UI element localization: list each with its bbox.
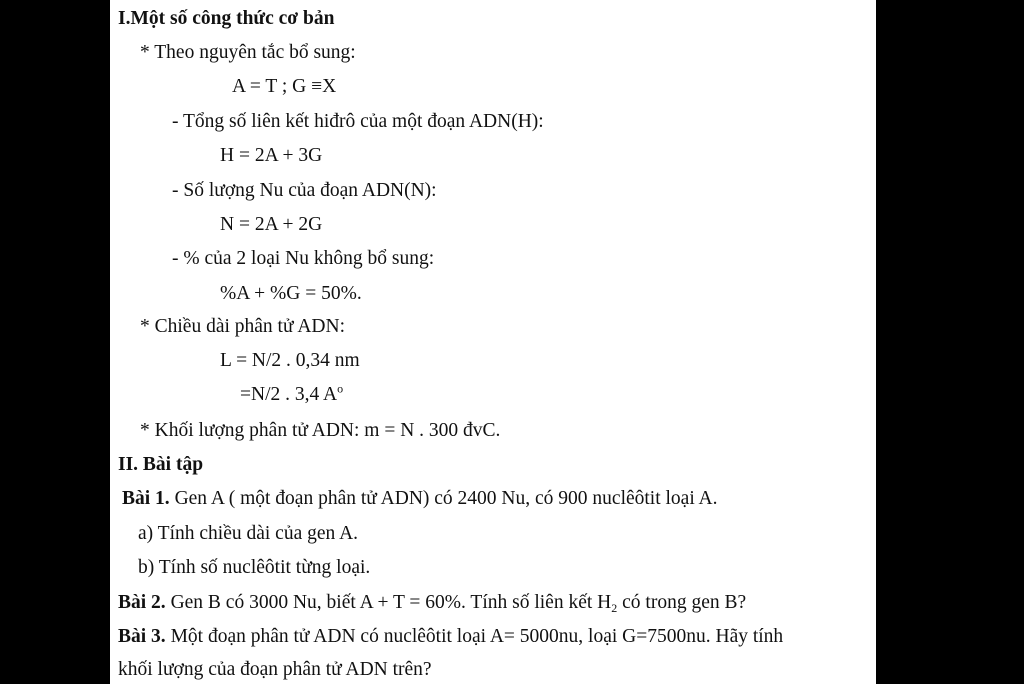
percent-formula: %A + %G = 50%. [220, 283, 362, 304]
exercise-3 [118, 625, 783, 649]
exercise-1 [122, 487, 718, 511]
exercise-2-text: Gen B có 3000 Nu, biết A + T = 60%. Tính số liên kết H [165, 592, 612, 613]
length-formula-angstrom [240, 383, 343, 407]
exercise-1-text: Gen A ( một đoạn phân tử ADN) có 2400 Nu, có 900 nuclêôtit loại A. [169, 488, 718, 509]
length-formula-angstrom-main: =N/2 . 3,4 A [240, 384, 338, 405]
exercise-1-part-b: b) Tính số nuclêôtit từng loại. [138, 557, 371, 578]
section1-heading: I.Một số công thức cơ bản [118, 8, 335, 29]
exercise-2-text-end: có trong gen B? [617, 592, 747, 613]
length-title: * Chiều dài phân tử ADN: [140, 316, 346, 337]
complementary-rule: A = T ; G ≡X [232, 76, 337, 97]
exercise-3-line-2: khối lượng của đoạn phân tử ADN trên? [118, 659, 432, 680]
exercise-3-text: Một đoạn phân tử ADN có nuclêôtit loại A= 5000nu, loại G=7500nu. Hãy tính [165, 626, 784, 647]
exercise-3-label: Bài 3. [118, 626, 166, 647]
complementary-title: * Theo nguyên tắc bổ sung: [140, 42, 356, 63]
document-page [110, 0, 876, 684]
exercise-2 [118, 591, 746, 615]
section2-heading: II. Bài tập [118, 454, 204, 475]
nucleotide-count-label: - Số lượng Nu của đoạn ADN(N): [172, 180, 437, 201]
exercise-2-label: Bài 2. [118, 592, 166, 613]
length-formula-nm: L = N/2 . 0,34 nm [220, 350, 360, 371]
hydrogen-subscript: 2 [611, 601, 618, 615]
nucleotide-count-formula: N = 2A + 2G [220, 214, 323, 235]
percent-label: - % của 2 loại Nu không bổ sung: [172, 248, 435, 269]
angstrom-degree-superscript: o [337, 381, 344, 396]
exercise-1-part-a: a) Tính chiều dài của gen A. [138, 523, 359, 544]
hydrogen-bond-formula: H = 2A + 3G [220, 145, 323, 166]
hydrogen-bond-label: - Tổng số liên kết hiđrô của một đoạn ADN(H): [172, 111, 544, 132]
mass-formula: * Khối lượng phân tử ADN: m = N . 300 đvC. [140, 420, 501, 441]
exercise-1-label: Bài 1. [122, 488, 170, 509]
